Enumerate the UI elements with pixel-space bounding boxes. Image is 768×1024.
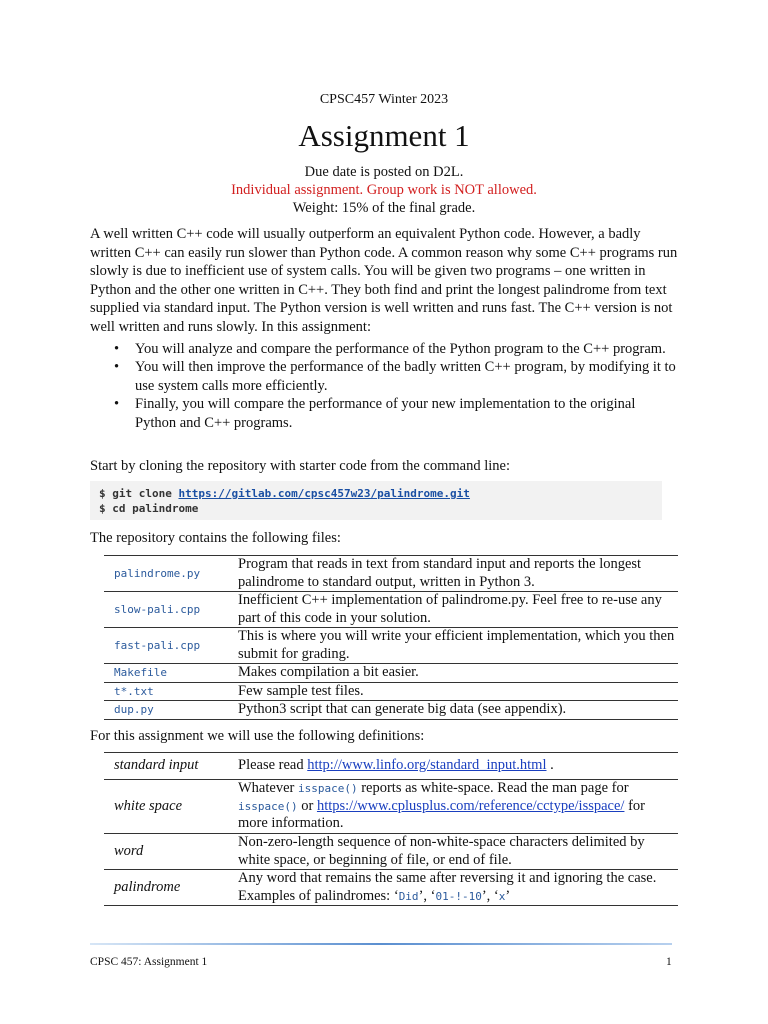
examples-label: Examples of palindromes: bbox=[238, 887, 394, 904]
file-description: Makes compilation a bit easier. bbox=[238, 664, 419, 680]
footer-course: CPSC 457: Assignment 1 bbox=[90, 956, 208, 968]
page-number: 1 bbox=[666, 956, 672, 968]
definition-text-part: for more information. bbox=[238, 797, 645, 832]
list-item: • You will analyze and compare the performance of the Python program to the C++ program. bbox=[90, 340, 680, 358]
footer-divider bbox=[90, 943, 672, 945]
files-intro: The repository contains the following files: bbox=[90, 530, 341, 546]
definition-text bbox=[228, 780, 678, 834]
definition-term: standard input bbox=[114, 757, 199, 774]
code-block bbox=[90, 481, 662, 520]
definition-text bbox=[228, 753, 678, 780]
file-name: palindrome.py bbox=[114, 566, 201, 580]
definition-text: Any word that remains the same after reversing it and ignoring the case. Examples of palindromes: ‘Did’, ‘01-!-10’, ‘x’ bbox=[238, 870, 657, 904]
palindrome-example: 01-!-10 bbox=[435, 889, 482, 903]
table-row bbox=[104, 870, 678, 906]
task-list bbox=[90, 340, 680, 432]
definitions-table bbox=[104, 752, 678, 906]
definitions-intro: For this assignment we will use the following definitions: bbox=[90, 728, 425, 744]
definition-term: white space bbox=[114, 797, 183, 814]
due-date-note: Due date is posted on D2L. bbox=[304, 164, 464, 180]
file-description: Few sample test files. bbox=[238, 682, 364, 699]
file-description: Inefficient C++ implementation of palindrome.py. Feel free to re-use any part of this code in your solution. bbox=[238, 592, 662, 626]
individual-warning: Individual assignment. Group work is NOT allowed. bbox=[231, 182, 537, 198]
definition-text-part: Whatever bbox=[238, 780, 298, 797]
definition-text-part: Any word that remains the same after reversing it and ignoring the case. bbox=[238, 870, 657, 886]
definition-text-part: Please read bbox=[238, 757, 308, 774]
table-row bbox=[104, 664, 678, 683]
file-name: dup.py bbox=[114, 703, 154, 716]
files-table bbox=[104, 555, 678, 720]
clone-instructions: Start by cloning the repository with starter code from the command line: bbox=[90, 458, 510, 474]
standard-input-link[interactable]: http://www.linfo.org/standard_input.html bbox=[307, 757, 547, 774]
file-name: fast-pali.cpp bbox=[114, 638, 201, 652]
definition-term: word bbox=[114, 842, 144, 859]
repo-link[interactable]: https://gitlab.com/cpsc457w23/palindrome.git bbox=[178, 487, 470, 500]
file-name: Makefile bbox=[114, 666, 167, 679]
table-row bbox=[104, 780, 678, 834]
table-row bbox=[104, 701, 678, 720]
table-row bbox=[104, 753, 678, 780]
isspace-reference-link[interactable]: https://www.cplusplus.com/reference/cctype/isspace/ bbox=[316, 797, 625, 814]
weight-note: Weight: 15% of the final grade. bbox=[292, 200, 476, 216]
file-name: slow-pali.cpp bbox=[114, 602, 201, 616]
definition-text-part: . bbox=[546, 757, 554, 774]
course-line: CPSC457 Winter 2023 bbox=[319, 92, 449, 107]
code-command: $ git clone bbox=[99, 487, 179, 500]
table-row bbox=[104, 834, 678, 870]
definition-text-part: or bbox=[297, 797, 317, 814]
page-title: Assignment 1 bbox=[298, 118, 470, 153]
table-row bbox=[104, 682, 678, 701]
intro-paragraph: A well written C++ code will usually outperform an equivalent Python code. However, a badly written C++ can easily run slower than Python code. A common reason why some C++ programs run slowly is due to inefficient use of system calls. You will be given two programs – one written in Python and the other one written in C++. They both find and print the longest palindrome from text supplied via standard input. The Python version is well written and runs fast. The C++ version is not well written and runs slowly. In this assignment: bbox=[90, 226, 678, 335]
table-row bbox=[104, 628, 678, 664]
palindrome-example: x bbox=[498, 889, 506, 903]
table-row bbox=[104, 592, 678, 628]
file-description: This is where you will write your efficient implementation, which you then submit for grading. bbox=[238, 628, 675, 662]
isspace-code: isspace() bbox=[238, 799, 298, 813]
list-item: • Finally, you will compare the performance of your new implementation to the original Python and C++ programs. bbox=[90, 395, 680, 432]
file-description: Python3 script that can generate big data (see appendix). bbox=[238, 701, 567, 717]
definition-text: Non-zero-length sequence of non-white-space characters delimited by white space, or beginning of file, or end of file. bbox=[238, 834, 645, 868]
code-line-cd: $ cd palindrome bbox=[99, 502, 199, 515]
file-name: t*.txt bbox=[114, 684, 154, 698]
isspace-code: isspace() bbox=[297, 782, 358, 796]
file-description: Program that reads in text from standard input and reports the longest palindrome to standard output, written in Python 3. bbox=[238, 556, 642, 590]
table-row bbox=[104, 556, 678, 592]
palindrome-example: Did bbox=[398, 889, 419, 903]
definition-term: palindrome bbox=[114, 878, 181, 895]
definition-text-part: reports as white-space. Read the man page for bbox=[357, 780, 629, 797]
list-item: • You will then improve the performance of the badly written C++ program, by modifying it to use system calls more efficiently. bbox=[90, 358, 680, 395]
code-line-clone bbox=[99, 487, 470, 500]
